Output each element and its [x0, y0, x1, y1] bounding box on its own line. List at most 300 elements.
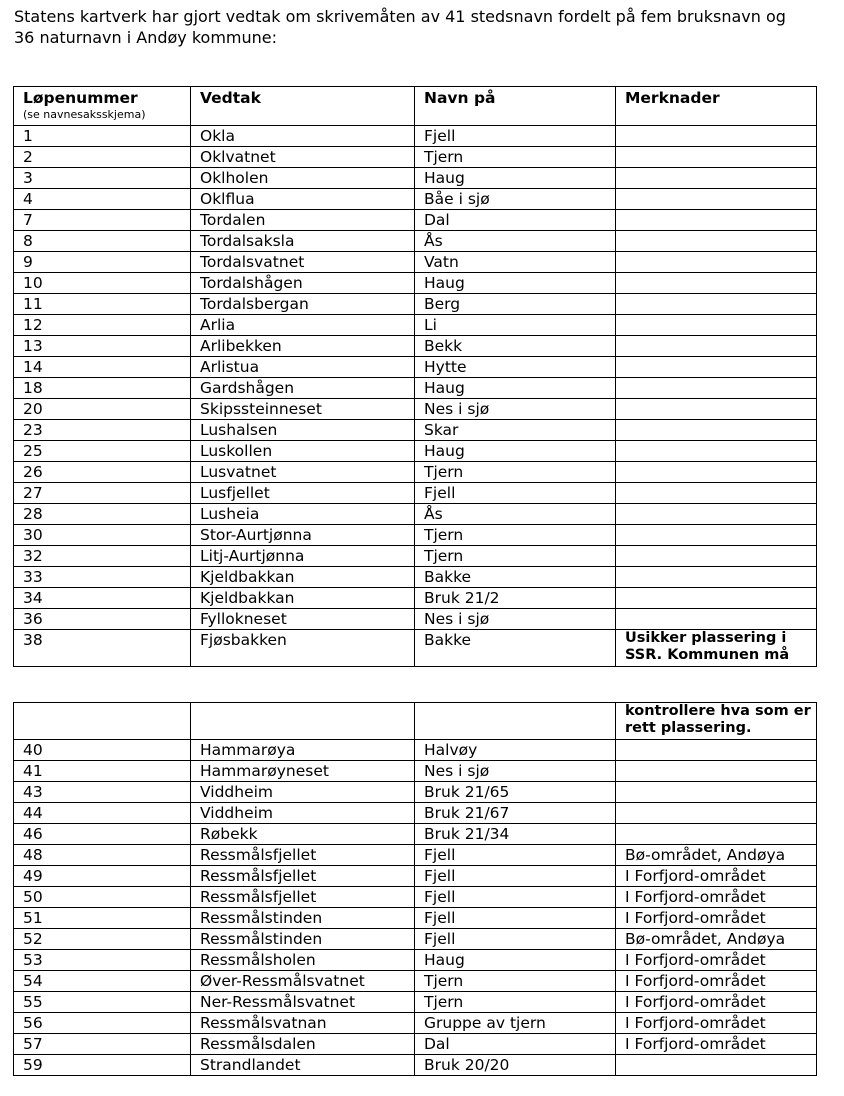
cell-vedtak-text: Røbekk: [200, 825, 258, 843]
cell-nr: [14, 908, 191, 929]
cell-navn: [415, 294, 616, 315]
cell-vedtak: [191, 971, 415, 992]
cell-navn-text: Haug: [424, 169, 465, 187]
cell-vedtak-text: Lushalsen: [200, 421, 278, 439]
cell-vedtak-text: Hammarøyneset: [200, 762, 329, 780]
cell-vedtak-text: Arlia: [200, 316, 236, 334]
cell-merknader-text: Bø-området, Andøya: [625, 846, 786, 864]
cell-vedtak-text: Ressmålsfjellet: [200, 888, 317, 906]
cell-vedtak-text: Tordalen: [200, 211, 266, 229]
cell-nr-text: 8: [23, 232, 33, 250]
cell-vedtak-text: Litj-Aurtjønna: [200, 547, 305, 565]
cell-nr: [14, 252, 191, 273]
table-row: [14, 866, 817, 887]
cell-navn-text: Tjern: [424, 993, 464, 1011]
cell-nr: [14, 357, 191, 378]
cell-vedtak-text: Tordalsaksla: [200, 232, 295, 250]
cell-nr-text: 32: [23, 547, 43, 565]
cell-vedtak: [191, 740, 415, 761]
cell-navn-text: Bakke: [424, 568, 472, 586]
cell-navn: [415, 609, 616, 630]
cell-navn-text: Bruk 21/67: [424, 804, 510, 822]
cell-navn: [415, 845, 616, 866]
cell-vedtak: [191, 929, 415, 950]
cell-nr-text: 11: [23, 295, 43, 313]
cell-vedtak-text: Strandlandet: [200, 1056, 301, 1074]
cell-vedtak-text: Arlibekken: [200, 337, 282, 355]
cell-vedtak: [191, 126, 415, 147]
cell-merknader: [616, 971, 817, 992]
cell-vedtak-text: Tordalsvatnet: [200, 253, 305, 271]
intro-line-1: Statens kartverk har gjort vedtak om skrivemåten av 41 stedsnavn fordelt på fem bruksnavn og: [14, 7, 786, 26]
cell-nr-text: 30: [23, 526, 43, 544]
cell-nr: [14, 887, 191, 908]
cell-vedtak-text: Ressmålsdalen: [200, 1035, 316, 1053]
cell-vedtak: [191, 399, 415, 420]
cell-navn: [415, 483, 616, 504]
cell-navn-text: Vatn: [424, 253, 459, 271]
table-row: [14, 336, 817, 357]
cell-merknader-text: I Forfjord-området: [625, 951, 766, 969]
cell-merknader: [616, 588, 817, 609]
cell-nr-text: 12: [23, 316, 43, 334]
cell-nr: [14, 315, 191, 336]
cell-vedtak: [191, 908, 415, 929]
cell-vedtak: [191, 588, 415, 609]
cell-vedtak: [191, 546, 415, 567]
cell-navn: [415, 504, 616, 525]
cell-nr: [14, 971, 191, 992]
cell-navn-text: Li: [424, 316, 437, 334]
cell-vedtak-text: Ner-Ressmålsvatnet: [200, 993, 356, 1011]
table-row: [14, 929, 817, 950]
cell-navn-text: Fjell: [424, 867, 456, 885]
cell-merknader: [616, 231, 817, 252]
cell-merknader: [616, 866, 817, 887]
cell-vedtak: [191, 252, 415, 273]
table-row: [14, 525, 817, 546]
cell-navn: [415, 1013, 616, 1034]
cell-vedtak: [191, 761, 415, 782]
cell-merknader-text: I Forfjord-området: [625, 1014, 766, 1032]
table-row-continuation: [14, 703, 817, 740]
cell-navn-text: Bruk 21/2: [424, 589, 500, 607]
cell-merknader: [616, 908, 817, 929]
cell-merknader: [616, 441, 817, 462]
table-header-row: [14, 87, 817, 126]
cell-vedtak: [191, 1034, 415, 1055]
header-vedtak: [191, 87, 415, 126]
cell-navn-text: Nes i sjø: [424, 400, 490, 418]
table-row: [14, 441, 817, 462]
cell-merknader: [616, 609, 817, 630]
cell-navn: [415, 210, 616, 231]
cell-vedtak-text: Okla: [200, 127, 235, 145]
cell-navn-text: Ås: [424, 232, 443, 250]
cell-nr-text: 52: [23, 930, 43, 948]
cell-nr-text: 4: [23, 190, 33, 208]
cell-navn: [415, 441, 616, 462]
table-row: [14, 630, 817, 667]
cell-navn-text: Tjern: [424, 463, 464, 481]
cell-nr-text: 18: [23, 379, 43, 397]
cell-nr: [14, 609, 191, 630]
cell-nr-text: 28: [23, 505, 43, 523]
table-row: [14, 950, 817, 971]
cell-nr: [14, 441, 191, 462]
cell-merknader: [616, 378, 817, 399]
cell-nr: [14, 399, 191, 420]
cell-nr-text: 34: [23, 589, 43, 607]
cell-navn: [415, 630, 616, 667]
cell-navn: [415, 929, 616, 950]
cell-merknader-text: I Forfjord-området: [625, 867, 766, 885]
cell-vedtak-text: Ressmålsfjellet: [200, 846, 317, 864]
cell-vedtak: [191, 294, 415, 315]
cell-merknader: [616, 189, 817, 210]
cell-nr-text: 49: [23, 867, 43, 885]
cell-merknader: [616, 210, 817, 231]
cell-merknader: [616, 1055, 817, 1076]
cell-navn-text: Tjern: [424, 526, 464, 544]
cell-merknader-text: I Forfjord-området: [625, 972, 766, 990]
cell-nr: [14, 336, 191, 357]
cell-nr-text: 10: [23, 274, 43, 292]
cell-merknader: [616, 824, 817, 845]
cell-navn: [415, 703, 616, 740]
cell-merknader: [616, 126, 817, 147]
cell-navn: [415, 462, 616, 483]
cell-navn: [415, 147, 616, 168]
header-vedtak-label: Vedtak: [200, 89, 261, 107]
cell-merknader: [616, 420, 817, 441]
cell-nr: [14, 845, 191, 866]
cell-vedtak: [191, 504, 415, 525]
cell-navn-text: Fjell: [424, 909, 456, 927]
cell-nr-text: 55: [23, 993, 43, 1011]
cell-navn-text: Hytte: [424, 358, 467, 376]
cell-vedtak-text: Fyllokneset: [200, 610, 287, 628]
cell-navn: [415, 273, 616, 294]
cell-navn-text: Bruk 20/20: [424, 1056, 510, 1074]
cell-nr-text: 44: [23, 804, 43, 822]
cell-vedtak-text: Oklholen: [200, 169, 269, 187]
cell-vedtak: [191, 992, 415, 1013]
cell-nr: [14, 740, 191, 761]
cell-merknader: [616, 630, 817, 667]
table-row: [14, 399, 817, 420]
table-row: [14, 420, 817, 441]
cell-nr: [14, 1055, 191, 1076]
cell-navn: [415, 525, 616, 546]
cell-nr-text: 48: [23, 846, 43, 864]
cell-nr-text: 43: [23, 783, 43, 801]
header-merknader: [616, 87, 817, 126]
cell-navn-text: Bekk: [424, 337, 463, 355]
table-row: [14, 992, 817, 1013]
cell-vedtak-text: Kjeldbakkan: [200, 568, 295, 586]
cell-vedtak: [191, 1055, 415, 1076]
cell-vedtak-text: Tordalshågen: [200, 274, 303, 292]
cell-vedtak: [191, 866, 415, 887]
cell-vedtak-text: Arlistua: [200, 358, 260, 376]
cell-nr: [14, 703, 191, 740]
cell-vedtak-text: Lusfjellet: [200, 484, 270, 502]
header-lopenummer: [14, 87, 191, 126]
cell-navn-text: Bakke: [424, 631, 472, 649]
cell-navn: [415, 1034, 616, 1055]
table-row: [14, 824, 817, 845]
cell-merknader: [616, 357, 817, 378]
cell-merknader: [616, 147, 817, 168]
cell-nr-text: 38: [23, 631, 43, 649]
cell-nr: [14, 147, 191, 168]
cell-vedtak: [191, 273, 415, 294]
table-row: [14, 357, 817, 378]
cell-nr: [14, 803, 191, 824]
merknad-continuation: kontrollere hva som er rett plassering.: [625, 703, 811, 736]
cell-merknader-text: I Forfjord-området: [625, 1035, 766, 1053]
cell-navn: [415, 168, 616, 189]
place-names-table-part-1: [13, 86, 817, 667]
cell-merknader: [616, 782, 817, 803]
table-row: [14, 609, 817, 630]
header-merknader-label: Merknader: [625, 89, 720, 107]
cell-navn: [415, 887, 616, 908]
cell-navn-text: Haug: [424, 274, 465, 292]
cell-navn-text: Båe i sjø: [424, 190, 490, 208]
cell-merknader: [616, 168, 817, 189]
cell-nr: [14, 126, 191, 147]
cell-merknader: [616, 740, 817, 761]
cell-nr-text: 26: [23, 463, 43, 481]
cell-navn: [415, 399, 616, 420]
header-navn-pa-label: Navn på: [424, 89, 496, 107]
cell-vedtak: [191, 1013, 415, 1034]
table-row: [14, 294, 817, 315]
cell-merknader: [616, 761, 817, 782]
cell-nr-text: 46: [23, 825, 43, 843]
cell-vedtak: [191, 210, 415, 231]
table-row: [14, 147, 817, 168]
cell-navn-text: Dal: [424, 1035, 450, 1053]
cell-nr: [14, 567, 191, 588]
cell-merknader-text: I Forfjord-området: [625, 909, 766, 927]
cell-vedtak: [191, 378, 415, 399]
cell-merknader: [616, 525, 817, 546]
cell-vedtak-text: Øver-Ressmålsvatnet: [200, 972, 365, 990]
cell-nr: [14, 929, 191, 950]
cell-nr-text: 13: [23, 337, 43, 355]
cell-vedtak: [191, 803, 415, 824]
cell-nr-text: 33: [23, 568, 43, 586]
cell-navn-text: Bruk 21/65: [424, 783, 510, 801]
cell-merknader: [616, 504, 817, 525]
cell-vedtak: [191, 147, 415, 168]
cell-vedtak: [191, 462, 415, 483]
place-names-table-part-2: [13, 702, 817, 1076]
table-row: [14, 782, 817, 803]
cell-navn-text: Bruk 21/34: [424, 825, 510, 843]
table-row: [14, 740, 817, 761]
cell-nr: [14, 588, 191, 609]
cell-navn: [415, 126, 616, 147]
cell-navn-text: Nes i sjø: [424, 762, 490, 780]
cell-merknader: [616, 483, 817, 504]
cell-vedtak: [191, 231, 415, 252]
cell-nr-text: 7: [23, 211, 33, 229]
cell-vedtak-text: Skipssteinneset: [200, 400, 322, 418]
cell-vedtak: [191, 845, 415, 866]
cell-nr: [14, 504, 191, 525]
table-row: [14, 845, 817, 866]
cell-navn-text: Halvøy: [424, 741, 478, 759]
cell-merknader: [616, 1013, 817, 1034]
cell-navn: [415, 567, 616, 588]
cell-merknader: [616, 803, 817, 824]
cell-vedtak-text: Ressmålstinden: [200, 930, 323, 948]
cell-nr-text: 20: [23, 400, 43, 418]
cell-navn: [415, 908, 616, 929]
cell-merknader: [616, 294, 817, 315]
table-row: [14, 504, 817, 525]
cell-navn: [415, 782, 616, 803]
table-row: [14, 971, 817, 992]
header-navn-pa: [415, 87, 616, 126]
cell-navn: [415, 378, 616, 399]
cell-navn: [415, 866, 616, 887]
cell-merknader: [616, 273, 817, 294]
cell-merknader-text: I Forfjord-området: [625, 993, 766, 1011]
cell-navn: [415, 357, 616, 378]
cell-merknader: [616, 845, 817, 866]
cell-nr: [14, 483, 191, 504]
cell-nr-text: 23: [23, 421, 43, 439]
cell-merknader: [616, 462, 817, 483]
table-row: [14, 168, 817, 189]
cell-merknader-text: Usikker plassering i SSR. Kommunen må: [625, 630, 790, 663]
cell-merknader: [616, 252, 817, 273]
cell-vedtak-text: Lusvatnet: [200, 463, 277, 481]
cell-vedtak: [191, 703, 415, 740]
cell-nr: [14, 761, 191, 782]
table-row: [14, 231, 817, 252]
cell-vedtak: [191, 630, 415, 667]
table-row: [14, 378, 817, 399]
cell-vedtak-text: Tordalsbergan: [200, 295, 309, 313]
cell-nr-text: 50: [23, 888, 43, 906]
cell-navn-text: Fjell: [424, 846, 456, 864]
cell-vedtak-text: Ressmålsvatnan: [200, 1014, 327, 1032]
cell-nr: [14, 294, 191, 315]
cell-navn: [415, 740, 616, 761]
header-lopenummer-label: Løpenummer: [23, 89, 138, 107]
cell-merknader: [616, 703, 817, 740]
cell-vedtak-text: Viddheim: [200, 804, 274, 822]
table-row: [14, 189, 817, 210]
table-row: [14, 462, 817, 483]
cell-vedtak: [191, 782, 415, 803]
cell-navn: [415, 315, 616, 336]
cell-nr-text: 41: [23, 762, 43, 780]
cell-vedtak-text: Oklflua: [200, 190, 255, 208]
cell-vedtak: [191, 525, 415, 546]
cell-navn-text: Haug: [424, 442, 465, 460]
cell-navn-text: Skar: [424, 421, 459, 439]
intro-text: [14, 6, 834, 48]
cell-navn-text: Dal: [424, 211, 450, 229]
cell-nr: [14, 462, 191, 483]
table-row: [14, 588, 817, 609]
table-row: [14, 908, 817, 929]
cell-navn-text: Tjern: [424, 148, 464, 166]
cell-navn: [415, 420, 616, 441]
cell-merknader: [616, 992, 817, 1013]
cell-nr-text: 57: [23, 1035, 43, 1053]
table-row: [14, 1034, 817, 1055]
cell-navn: [415, 971, 616, 992]
cell-merknader-text: I Forfjord-området: [625, 888, 766, 906]
cell-vedtak-text: Ressmålstinden: [200, 909, 323, 927]
cell-vedtak: [191, 441, 415, 462]
cell-navn: [415, 588, 616, 609]
cell-vedtak-text: Oklvatnet: [200, 148, 276, 166]
cell-nr-text: 53: [23, 951, 43, 969]
cell-navn-text: Nes i sjø: [424, 610, 490, 628]
cell-navn-text: Haug: [424, 951, 465, 969]
cell-navn: [415, 803, 616, 824]
cell-nr: [14, 824, 191, 845]
cell-nr-text: 36: [23, 610, 43, 628]
cell-nr: [14, 273, 191, 294]
cell-vedtak-text: Luskollen: [200, 442, 273, 460]
cell-nr-text: 40: [23, 741, 43, 759]
cell-navn-text: Tjern: [424, 972, 464, 990]
cell-nr: [14, 630, 191, 667]
cell-merknader: [616, 336, 817, 357]
cell-nr-text: 59: [23, 1056, 43, 1074]
cell-nr: [14, 168, 191, 189]
cell-navn: [415, 336, 616, 357]
cell-nr-text: 1: [23, 127, 33, 145]
cell-merknader: [616, 887, 817, 908]
cell-merknader-text: Bø-området, Andøya: [625, 930, 786, 948]
cell-nr: [14, 189, 191, 210]
cell-vedtak: [191, 567, 415, 588]
cell-vedtak: [191, 824, 415, 845]
cell-navn-text: Fjell: [424, 127, 456, 145]
cell-vedtak: [191, 420, 415, 441]
cell-navn-text: Tjern: [424, 547, 464, 565]
cell-merknader: [616, 546, 817, 567]
cell-vedtak-text: Ressmålsholen: [200, 951, 316, 969]
cell-nr-text: 27: [23, 484, 43, 502]
cell-nr-text: 9: [23, 253, 33, 271]
cell-vedtak: [191, 357, 415, 378]
cell-navn-text: Gruppe av tjern: [424, 1014, 546, 1032]
cell-nr: [14, 1034, 191, 1055]
cell-nr: [14, 525, 191, 546]
cell-nr: [14, 231, 191, 252]
cell-nr: [14, 378, 191, 399]
cell-vedtak-text: Stor-Aurtjønna: [200, 526, 312, 544]
cell-merknader: [616, 315, 817, 336]
cell-nr-text: 51: [23, 909, 43, 927]
cell-vedtak-text: Ressmålsfjellet: [200, 867, 317, 885]
table-row: [14, 761, 817, 782]
cell-navn: [415, 824, 616, 845]
cell-merknader: [616, 929, 817, 950]
